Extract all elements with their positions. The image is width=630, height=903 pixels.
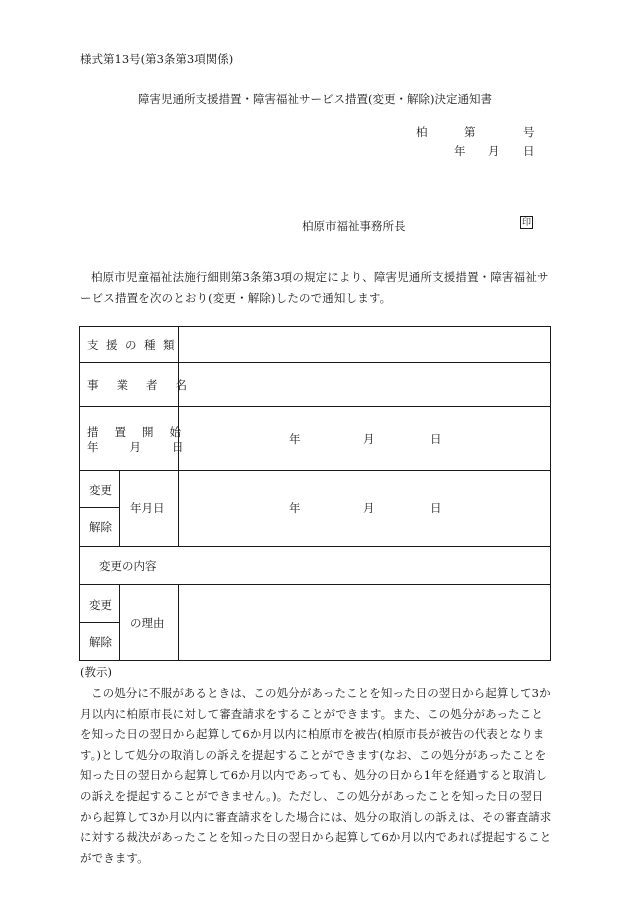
start-date-label-line1-text: 措置開始	[87, 425, 197, 439]
support-type-label-text: 支援の種類	[87, 338, 182, 352]
reason-label: の理由	[130, 616, 165, 630]
change-date-day: 日	[430, 501, 442, 515]
issue-date	[0, 143, 630, 159]
seal-text: 印	[521, 218, 531, 228]
start-date-month: 月	[363, 432, 375, 446]
support-type-value[interactable]	[179, 327, 550, 362]
start-date-label-line1	[87, 424, 197, 440]
support-type-label	[87, 337, 182, 353]
start-date-label-line2-text: 年月日	[87, 440, 215, 454]
form-number: 様式第13号(第3条第3項関係)	[80, 52, 234, 66]
provider-label	[87, 377, 205, 393]
provider-label-text: 事業者名	[87, 378, 205, 392]
reference-dai: 第	[464, 125, 476, 139]
change-label: 変更	[89, 483, 112, 497]
reason-value[interactable]	[179, 585, 550, 660]
issue-date-month: 月	[488, 144, 500, 158]
reason-cancel-label: 解除	[89, 635, 112, 649]
change-date-label: 年月日	[130, 501, 165, 515]
start-date-day: 日	[430, 432, 442, 446]
issue-date-year: 年	[454, 144, 466, 158]
reason-change-label: 変更	[89, 598, 112, 612]
intro-paragraph: 柏原市児童福祉法施行細則第3条第3項の規定により、障害児通所支援措置・障害福祉サービス措置を次のとおり(変更・解除)したので通知します。	[80, 270, 549, 305]
decision-table	[79, 326, 551, 661]
change-content-value[interactable]	[179, 547, 550, 584]
change-date-month: 月	[363, 501, 375, 515]
reference-number	[0, 124, 630, 140]
seal-mark	[520, 216, 533, 229]
issuer-name: 柏原市福祉事務所長	[302, 219, 406, 233]
notice-heading: (教示)	[80, 665, 112, 679]
reference-prefix: 柏	[416, 125, 428, 139]
start-date-year: 年	[289, 432, 301, 446]
reference-go: 号	[523, 125, 535, 139]
provider-value[interactable]	[179, 363, 550, 406]
start-date-label-line2	[87, 439, 215, 455]
change-date-year: 年	[289, 501, 301, 515]
change-content-label: 変更の内容	[99, 559, 157, 573]
issue-date-day: 日	[523, 144, 535, 158]
document-title: 障害児通所支援措置・障害福祉サービス措置(変更・解除)決定通知書	[138, 92, 492, 106]
notice-body: この処分に不服があるときは、この処分があったことを知った日の翌日から起算して3か月以内に柏原市長に対して審査請求をすることができます。また、この処分があったことを知った日の翌日から起算して6か月以内に柏原市を被告(柏原市長が被告の代表となります。)として処分の取消しの訴えを提起することができます(なお、この処分があったことを知った日の翌日から起算して6か月以内であっても、処分の日から1年を経過すると取消しの訴えを提起することができません。)。ただし、この処分があったことを知った日の翌日から起算して3か月以内に審査請求をした場合には、処分の取消しの訴えは、その審査請求に対する裁決があったことを知った日の翌日から起算して6か月以内であれば提起することができます。	[80, 686, 552, 865]
cancel-label: 解除	[89, 520, 112, 534]
